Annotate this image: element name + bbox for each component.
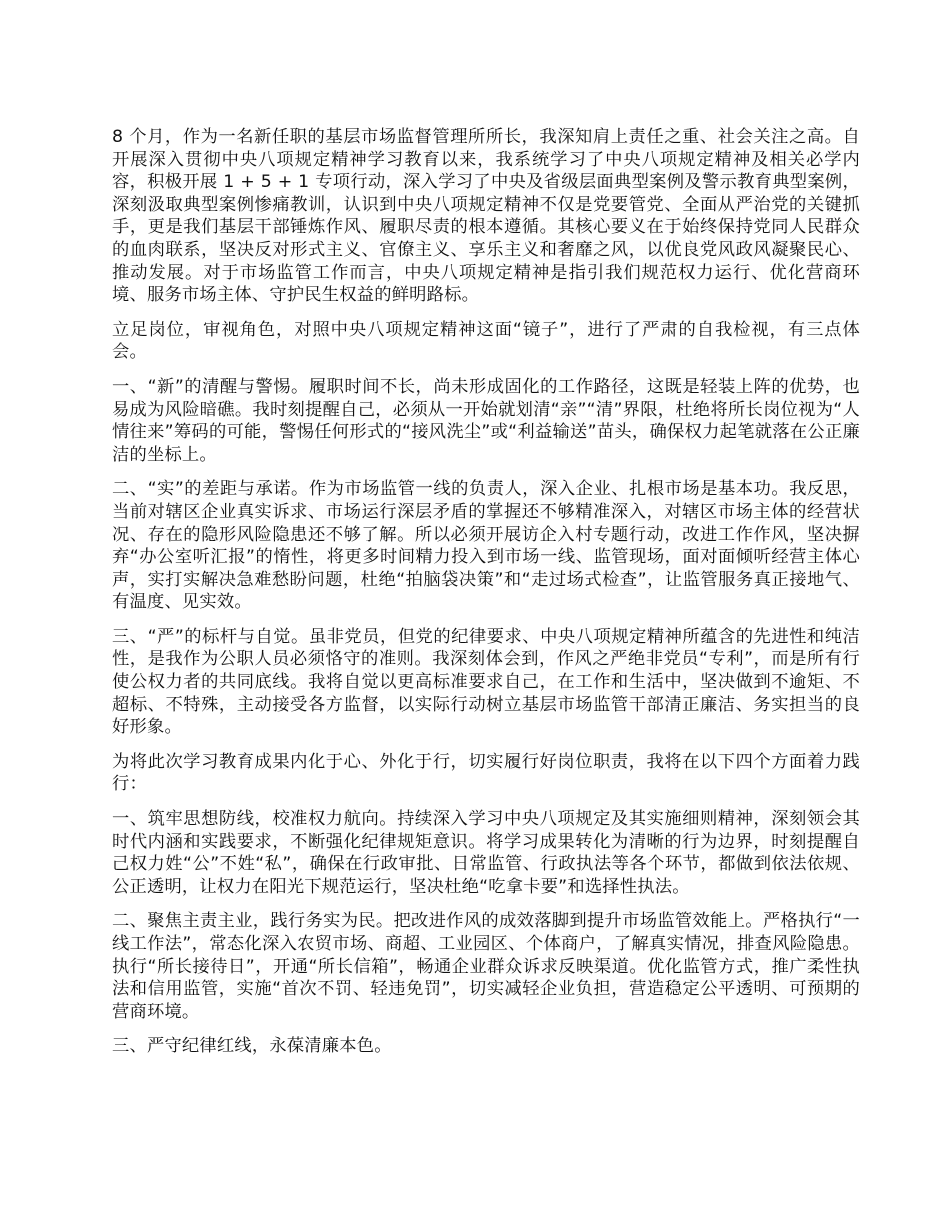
paragraph-point-new: 一、“新”的清醒与警惕。履职时间不长，尚未形成固化的工作路径，这既是轻装上阵的优势，也易成为风险暗礁。我时刻提醒自己，必须从一开始就划清“亲”“清”界限，杜绝将所长岗位视为“人情往来”筹码的可能，警惕任何形式的“接风洗尘”或“利益输送”苗头，确保权力起笔就落在公正廉洁的坐标上。: [112, 376, 860, 465]
paragraph-intro: 8 个月，作为一名新任职的基层市场监督管理所所长，我深知肩上责任之重、社会关注之高。自开展深入贯彻中央八项规定精神学习教育以来，我系统学习了中央八项规定精神及相关必学内容，积极开展 1 + 5 + 1 专项行动，深入学习了中央及省级层面典型案例及警示教育典型案例，深刻汲取典型案例惨痛教训，认识到中央八项规定精神不仅是党要管党、全面从严治党的关键抓手，更是我们基层干部锤炼作风、履职尽责的根本遵循。其核心要义在于始终保持党同人民群众的血肉联系，坚决反对形式主义、官僚主义、享乐主义和奢靡之风，以优良党风政风凝聚民心、推动发展。对于市场监管工作而言，中央八项规定精神是指引我们规范权力运行、优化营商环境、服务市场主体、守护民生权益的鲜明路标。: [112, 127, 860, 306]
paragraph-action-one: 一、筑牢思想防线，校准权力航向。持续深入学习中央八项规定及其实施细则精神，深刻领会其时代内涵和实践要求，不断强化纪律规矩意识。将学习成果转化为清晰的行为边界，时刻提醒自己权力姓“公”不姓“私”，确保在行政审批、日常监管、行政执法等各个环节，都做到依法依规、公正透明，让权力在阳光下规范运行，坚决杜绝“吃拿卡要”和选择性执法。: [112, 809, 860, 897]
paragraph-self-review: 立足岗位，审视角色，对照中央八项规定精神这面“镜子”，进行了严肃的自我检视，有三点体会。: [112, 319, 860, 363]
paragraph-practice-intro: 为将此次学习教育成果内化于心、外化于行，切实履行好岗位职责，我将在以下四个方面着力践行：: [112, 751, 860, 795]
paragraph-point-practical: 二、“实”的差距与承诺。作为市场监管一线的负责人，深入企业、扎根市场是基本功。我反思，当前对辖区企业真实诉求、市场运行深层矛盾的掌握还不够精准深入，对辖区市场主体的经营状况、存在的隐形风险隐患还不够了解。所以必须开展访企入村专题行动，改进工作作风，坚决摒弃“办公室听汇报”的惰性，将更多时间精力投入到市场一线、监管现场，面对面倾听经营主体心声，实打实解决急难愁盼问题，杜绝“拍脑袋决策”和“走过场式检查”，让监管服务真正接地气、有温度、见实效。: [112, 479, 860, 613]
document-body: [112, 126, 860, 1070]
paragraph-point-strict: 三、“严”的标杆与自觉。虽非党员，但党的纪律要求、中央八项规定精神所蕴含的先进性和纯洁性，是我作为公职人员必须恪守的准则。我深刻体会到，作风之严绝非党员“专利”，而是所有行使公权力者的共同底线。我将自觉以更高标准要求自己，在工作和生活中，坚决做到不逾矩、不超标、不特殊，主动接受各方监督，以实际行动树立基层市场监管干部清正廉洁、务实担当的良好形象。: [112, 626, 860, 738]
paragraph-action-three: 三、严守纪律红线，永葆清廉本色。: [112, 1036, 392, 1057]
paragraph-action-two: 二、聚焦主责主业，践行务实为民。把改进作风的成效落脚到提升市场监管效能上。严格执行“一线工作法”，常态化深入农贸市场、商超、工业园区、个体商户，了解真实情况，排查风险隐患。执行“所长接待日”，开通“所长信箱”，畅通企业群众诉求反映渠道。优化监管方式，推广柔性执法和信用监管，实施“首次不罚、轻违免罚”，切实减轻企业负担，营造稳定公平透明、可预期的营商环境。: [112, 911, 860, 1022]
